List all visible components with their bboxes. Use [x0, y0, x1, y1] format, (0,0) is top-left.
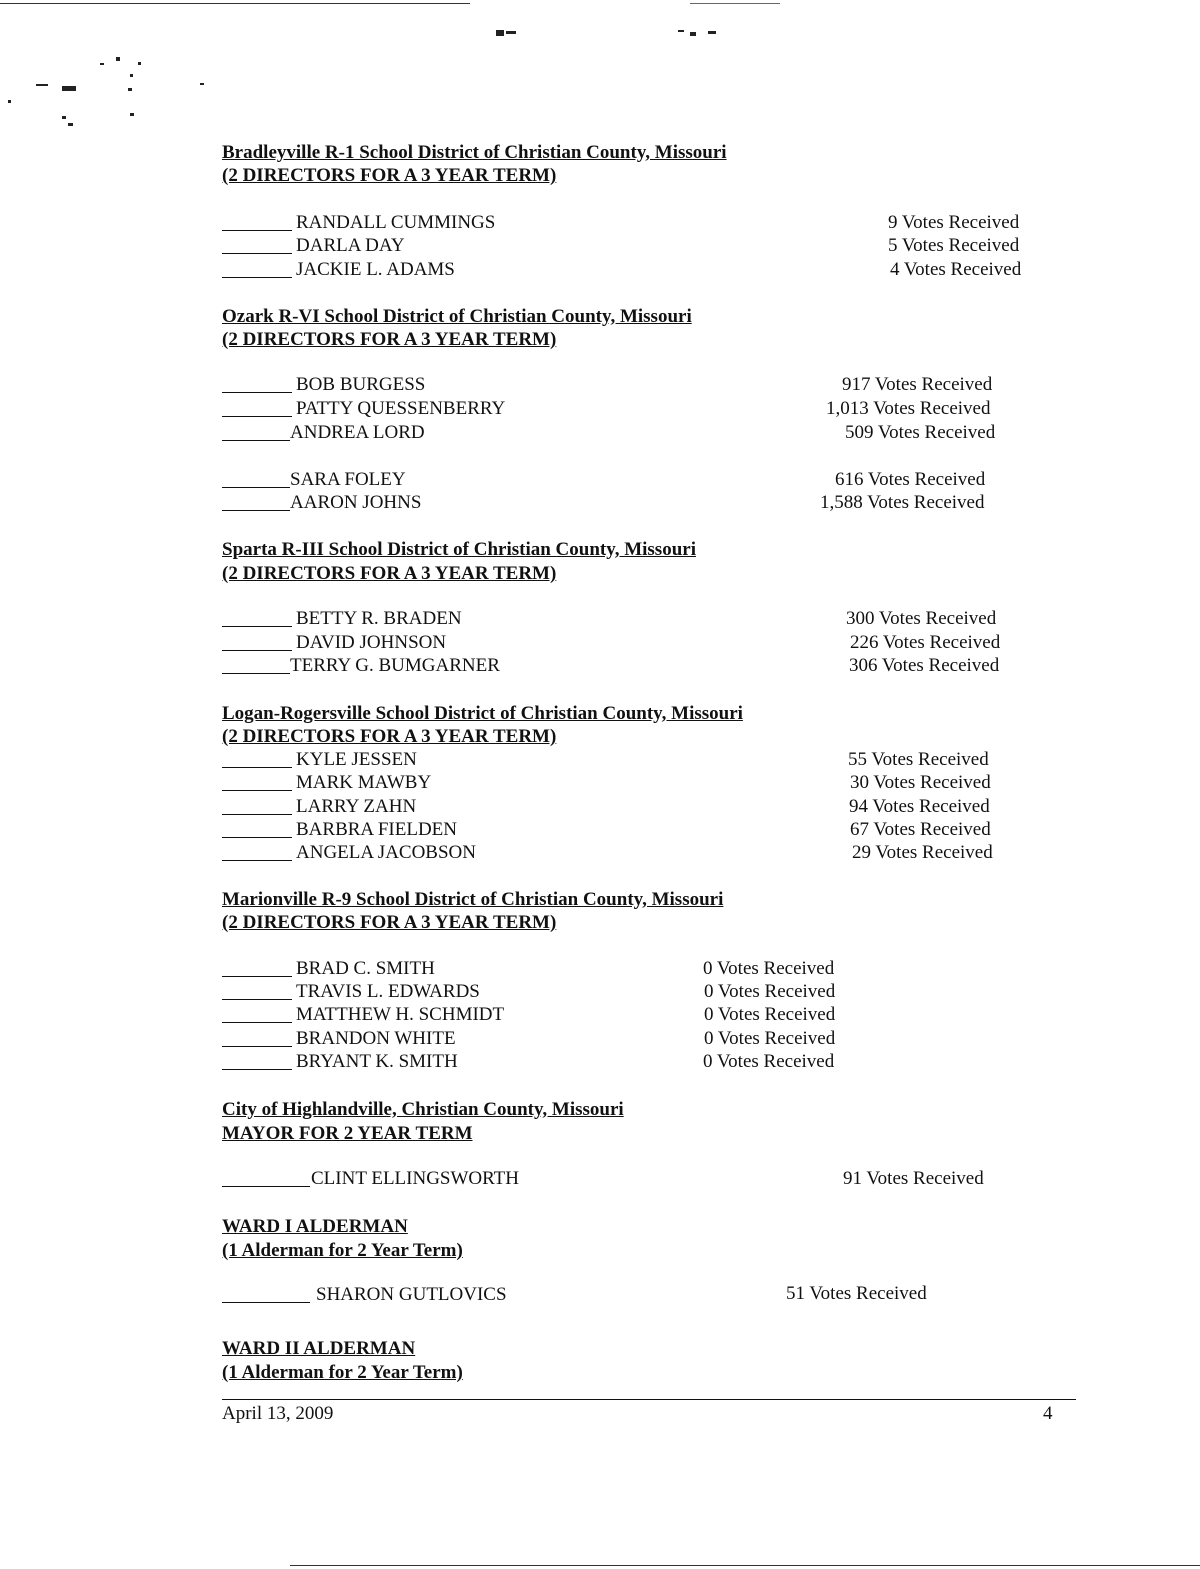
candidate-name: MATTHEW H. SCHMIDT	[296, 1004, 505, 1025]
section-title-highlandville: City of Highlandville, Christian County, Missouri	[222, 1099, 624, 1120]
vote-count: 29 Votes Received	[852, 842, 993, 863]
candidate-name: SARA FOLEY	[290, 469, 406, 490]
vote-count: 509 Votes Received	[845, 422, 996, 443]
vote-count: 9 Votes Received	[888, 212, 1020, 233]
top-rule-fragment	[690, 3, 780, 4]
footer-rule	[222, 1399, 1076, 1400]
candidate-row	[222, 469, 406, 491]
mark-blank	[222, 422, 290, 441]
vote-count: 226 Votes Received	[850, 632, 1001, 653]
mark-blank	[222, 958, 292, 977]
mark-blank	[222, 819, 292, 838]
candidate-name: TRAVIS L. EDWARDS	[296, 981, 480, 1002]
mark-blank	[222, 469, 290, 488]
mark-blank	[222, 1051, 292, 1070]
candidate-name: PATTY QUESSENBERRY	[296, 398, 506, 419]
candidate-name: BARBRA FIELDEN	[296, 819, 457, 840]
candidate-row	[222, 632, 447, 654]
candidate-row	[222, 608, 462, 630]
mark-blank	[222, 608, 292, 627]
vote-count: 51 Votes Received	[786, 1283, 927, 1304]
candidate-row	[222, 819, 457, 841]
candidate-row	[222, 235, 405, 257]
vote-count: 5 Votes Received	[888, 235, 1020, 256]
candidate-name: DAVID JOHNSON	[296, 632, 447, 653]
mark-blank	[222, 842, 292, 861]
section-subtitle-ozark: (2 DIRECTORS FOR A 3 YEAR TERM)	[222, 329, 557, 350]
mark-blank	[222, 632, 292, 651]
candidate-name: RANDALL CUMMINGS	[296, 212, 496, 233]
vote-count: 4 Votes Received	[890, 259, 1022, 280]
section-title-sparta: Sparta R-III School District of Christian County, Missouri	[222, 539, 696, 560]
section-subtitle-highlandville: MAYOR FOR 2 YEAR TERM	[222, 1123, 473, 1144]
mark-blank	[222, 492, 290, 511]
candidate-row	[222, 1168, 520, 1190]
candidate-row	[222, 1004, 505, 1026]
vote-count: 616 Votes Received	[835, 469, 986, 490]
candidate-row	[222, 492, 422, 514]
candidate-name: BOB BURGESS	[296, 374, 426, 395]
section-title-marionville: Marionville R-9 School District of Christian County, Missouri	[222, 889, 724, 910]
section-title-ward-1: WARD I ALDERMAN	[222, 1216, 408, 1237]
candidate-name: ANGELA JACOBSON	[296, 842, 476, 863]
mark-blank	[222, 259, 292, 278]
vote-count: 1,013 Votes Received	[826, 398, 991, 419]
vote-count: 0 Votes Received	[703, 1051, 835, 1072]
candidate-name: DARLA DAY	[296, 235, 405, 256]
vote-count: 1,588 Votes Received	[820, 492, 985, 513]
mark-blank	[222, 398, 292, 417]
section-subtitle-logan-rogersville: (2 DIRECTORS FOR A 3 YEAR TERM)	[222, 726, 557, 747]
top-rule	[0, 3, 470, 4]
candidate-row	[222, 1028, 456, 1050]
mark-blank	[222, 749, 292, 768]
vote-count: 0 Votes Received	[704, 981, 836, 1002]
mark-blank	[222, 374, 292, 393]
vote-count: 917 Votes Received	[842, 374, 993, 395]
candidate-name: AARON JOHNS	[290, 492, 422, 513]
candidate-row	[222, 212, 496, 234]
vote-count: 30 Votes Received	[850, 772, 991, 793]
candidate-row	[222, 259, 455, 281]
mark-blank	[222, 235, 292, 254]
candidate-row	[222, 1284, 507, 1306]
mark-blank	[222, 981, 292, 1000]
mark-blank	[222, 212, 292, 231]
candidate-row	[222, 796, 417, 818]
mark-blank	[222, 772, 292, 791]
candidate-name: BRYANT K. SMITH	[296, 1051, 458, 1072]
candidate-name: TERRY G. BUMGARNER	[290, 655, 500, 676]
section-subtitle-ward-2: (1 Alderman for 2 Year Term)	[222, 1362, 463, 1383]
mark-blank	[222, 1004, 292, 1023]
candidate-name: LARRY ZAHN	[296, 796, 417, 817]
vote-count: 67 Votes Received	[850, 819, 991, 840]
section-title-ozark: Ozark R-VI School District of Christian County, Missouri	[222, 306, 692, 327]
candidate-name: ANDREA LORD	[290, 422, 425, 443]
section-subtitle-bradleyville: (2 DIRECTORS FOR A 3 YEAR TERM)	[222, 165, 557, 186]
candidate-row	[222, 374, 426, 396]
candidate-name: KYLE JESSEN	[296, 749, 417, 770]
page-number: 4	[1043, 1403, 1053, 1424]
vote-count: 94 Votes Received	[849, 796, 990, 817]
candidate-row	[222, 749, 417, 771]
mark-blank	[222, 1168, 310, 1187]
mark-blank	[222, 655, 290, 674]
candidate-name: CLINT ELLINGSWORTH	[311, 1168, 520, 1189]
section-subtitle-ward-1: (1 Alderman for 2 Year Term)	[222, 1240, 463, 1261]
candidate-row	[222, 958, 435, 980]
vote-count: 0 Votes Received	[703, 958, 835, 979]
candidate-row	[222, 398, 506, 420]
section-title-bradleyville: Bradleyville R-1 School District of Christian County, Missouri	[222, 142, 727, 163]
candidate-row	[222, 842, 476, 864]
candidate-row	[222, 1051, 458, 1073]
bottom-rule	[290, 1565, 1200, 1566]
candidate-name: BRAD C. SMITH	[296, 958, 435, 979]
vote-count: 0 Votes Received	[704, 1028, 836, 1049]
candidate-name: SHARON GUTLOVICS	[316, 1284, 507, 1305]
candidate-row	[222, 981, 480, 1003]
mark-blank	[222, 1284, 310, 1303]
vote-count: 55 Votes Received	[848, 749, 989, 770]
section-subtitle-sparta: (2 DIRECTORS FOR A 3 YEAR TERM)	[222, 563, 557, 584]
vote-count: 0 Votes Received	[704, 1004, 836, 1025]
candidate-name: MARK MAWBY	[296, 772, 432, 793]
candidate-name: BRANDON WHITE	[296, 1028, 456, 1049]
vote-count: 91 Votes Received	[843, 1168, 984, 1189]
section-title-ward-2: WARD II ALDERMAN	[222, 1338, 416, 1359]
candidate-row	[222, 422, 425, 444]
candidate-name: BETTY R. BRADEN	[296, 608, 462, 629]
candidate-row	[222, 772, 432, 794]
section-title-logan-rogersville: Logan-Rogersville School District of Christian County, Missouri	[222, 703, 743, 724]
vote-count: 300 Votes Received	[846, 608, 997, 629]
candidate-row	[222, 655, 500, 677]
vote-count: 306 Votes Received	[849, 655, 1000, 676]
candidate-name: JACKIE L. ADAMS	[296, 259, 455, 280]
footer-date: April 13, 2009	[222, 1403, 334, 1424]
mark-blank	[222, 796, 292, 815]
mark-blank	[222, 1028, 292, 1047]
section-subtitle-marionville: (2 DIRECTORS FOR A 3 YEAR TERM)	[222, 912, 557, 933]
